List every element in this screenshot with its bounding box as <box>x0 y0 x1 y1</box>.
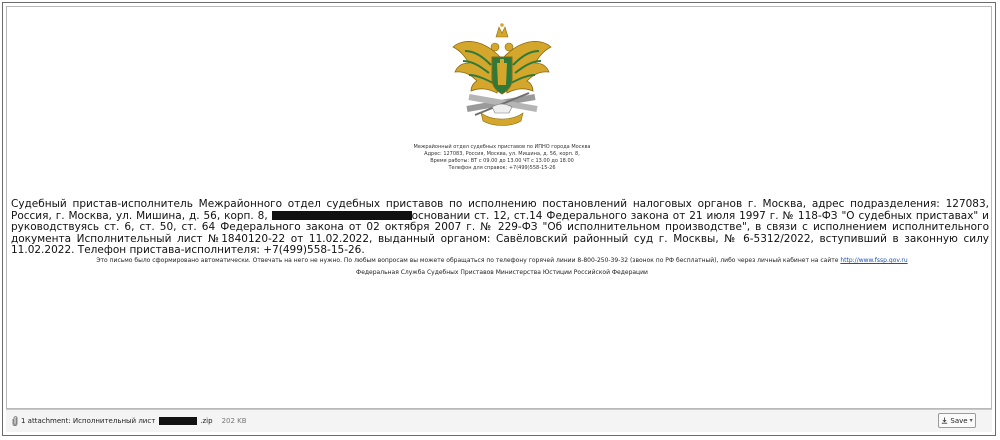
message-text-part2: основании ст. 12, ст.14 Федерального закона от 21 июля 1997 г. № 118-ФЗ "О судебных приставах" и руководствуясь ст. 6, ст. 50, ст. 64 Федерального закона от 02 октября 2007 г. № 229-ФЗ "Об исполнительном производстве", в связи с исполнением исполнительного документа Исполнительный лист №1840120-22 от 11.02.2022, выданный органом: Савёловский районный суд г. Москвы, № 6-5312/2022, вступивший в законную силу 11.02.2022. Телефон пристава-исполнителя: +7(499)558-15-26. <box>11 209 989 256</box>
message-body <box>6 6 992 409</box>
fssp-website-link[interactable]: http://www.fssp.gov.ru <box>840 257 908 264</box>
department-hours: Время работы: ВТ с 09.00 до 13.00 ЧТ с 13.00 до 18.00 <box>430 158 574 164</box>
save-label: Save <box>950 416 968 425</box>
chevron-down-icon[interactable]: ▾ <box>969 417 973 424</box>
email-window <box>2 2 996 436</box>
download-icon <box>941 417 948 424</box>
auto-note-text: Это письмо было сформировано автоматически. Отвечать на него не нужно. По любым вопросам вы можете обращаться по телефону горячей линии 8-800-250-39-32 (звонок по РФ бесплатный), либо через личный кабинет на сайте <box>96 257 839 264</box>
department-address: Адрес: 127083, Россия, Москва, ул. Мишина, д. 56, корп. 8, <box>424 151 580 157</box>
fssp-emblem-icon <box>447 17 557 137</box>
department-header <box>307 144 697 172</box>
auto-generated-note <box>27 257 977 265</box>
attachment-info[interactable] <box>12 416 247 426</box>
department-name: Межрайонный отдел судебных приставов по ИПНО города Москва <box>413 144 591 150</box>
attachment-extension: .zip <box>200 417 213 425</box>
attachment-size: 202 KB <box>221 417 247 425</box>
attachment-bar <box>6 409 992 432</box>
message-text <box>11 199 989 257</box>
service-signature: Федеральная Служба Судебных Приставов Министерства Юстиции Российской Федерации <box>356 269 648 276</box>
attachment-label: 1 attachment: Исполнительный лист <box>21 417 156 425</box>
redaction-block <box>272 211 412 220</box>
attachment-name-redaction <box>159 417 197 425</box>
paperclip-icon <box>12 416 18 426</box>
department-phone: Телефон для справок: +7(499)558-15-26 <box>448 165 556 171</box>
save-button[interactable] <box>938 413 976 428</box>
message-text-part1: Судебный пристав-исполнитель Межрайонного отдел судебных приставов по исполнению постановлений налоговых органов г. Москва, адрес подразделения: 127083, Россия, г. Москва, ул. Мишина, д. 56, корп. 8, <box>11 198 989 222</box>
